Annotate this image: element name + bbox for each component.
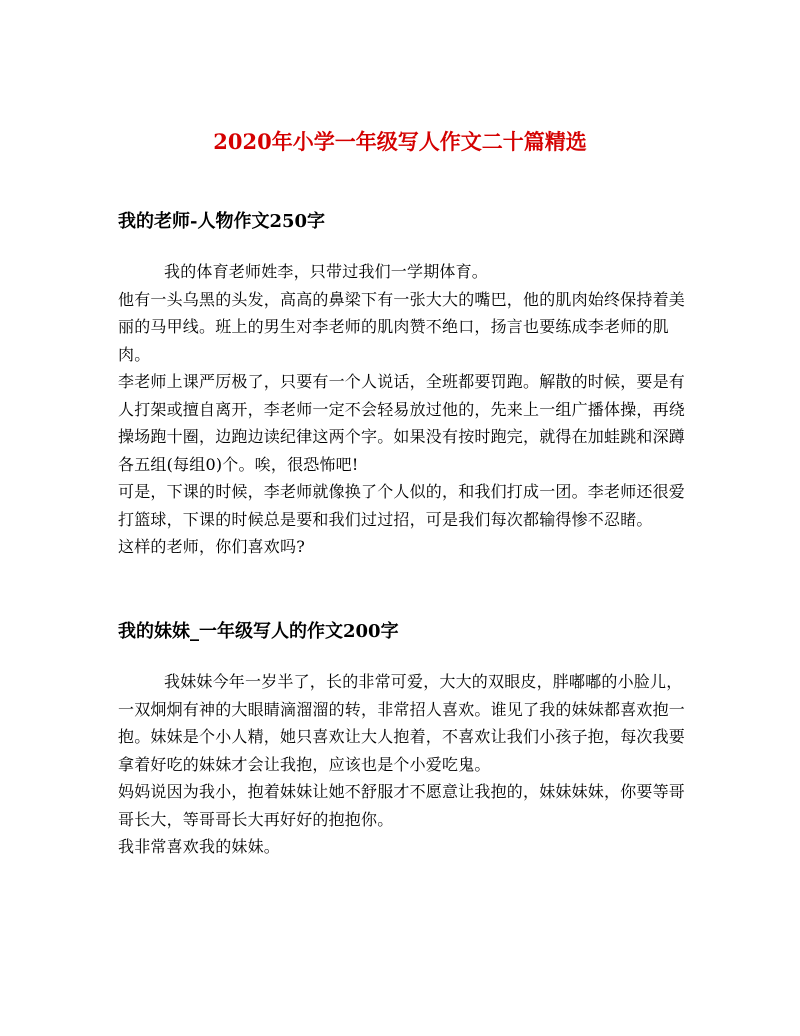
section-heading: 我的老师-人物作文250字 [118, 211, 326, 232]
essay-section-my-teacher [118, 208, 688, 561]
paragraph: 我妹妹今年一岁半了，长的非常可爱，大大的双眼皮，胖嘟嘟的小脸儿，一双炯炯有神的大眼睛滴溜溜的转，非常招人喜欢。谁见了我的妹妹都喜欢抱一抱。妹妹是个小人精，她只喜欢让大人抱着，不喜欢让我们小孩子抱，每次我要拿着好吃的妹妹才会让我抱，应该也是个小爱吃鬼。 [118, 672, 686, 774]
document-title: 2020年小学一年级写人作文二十篇精选 [213, 129, 587, 154]
essay-section-my-sister [118, 618, 688, 861]
paragraph: 我非常喜欢我的妹妹。 [118, 837, 281, 856]
paragraph: 妈妈说因为我小，抱着妹妹让她不舒服才不愿意让我抱的，妹妹妹妹，你要等哥哥长大，等哥哥长大再好好的抱抱你。 [118, 782, 686, 829]
paragraph: 这样的老师，你们喜欢吗? [118, 537, 305, 556]
paragraph: 可是，下课的时候，李老师就像换了个人似的，和我们打成一团。李老师还很爱打篮球，下课的时候总是要和我们过过招，可是我们每次都输得惨不忍睹。 [118, 482, 686, 529]
paragraph: 我的体育老师姓李，只带过我们一学期体育。 [164, 262, 489, 281]
section-heading: 我的妹妹_一年级写人的作文200字 [118, 621, 399, 642]
paragraph: 李老师上课严厉极了，只要有一个人说话，全班都要罚跑。解散的时候，要是有人打架或擅自离开，李老师一定不会轻易放过他的，先来上一组广播体操，再绕操场跑十圈，边跑边读纪律这两个字。如果没有按时跑完，就得在加蛙跳和深蹲各五组(每组0)个。唉，很恐怖吧! [118, 372, 686, 474]
paragraph: 他有一头乌黑的头发，高高的鼻梁下有一张大大的嘴巴，他的肌肉始终保持着美丽的马甲线。班上的男生对李老师的肌肉赞不绝口，扬言也要练成李老师的肌肉。 [118, 289, 686, 364]
